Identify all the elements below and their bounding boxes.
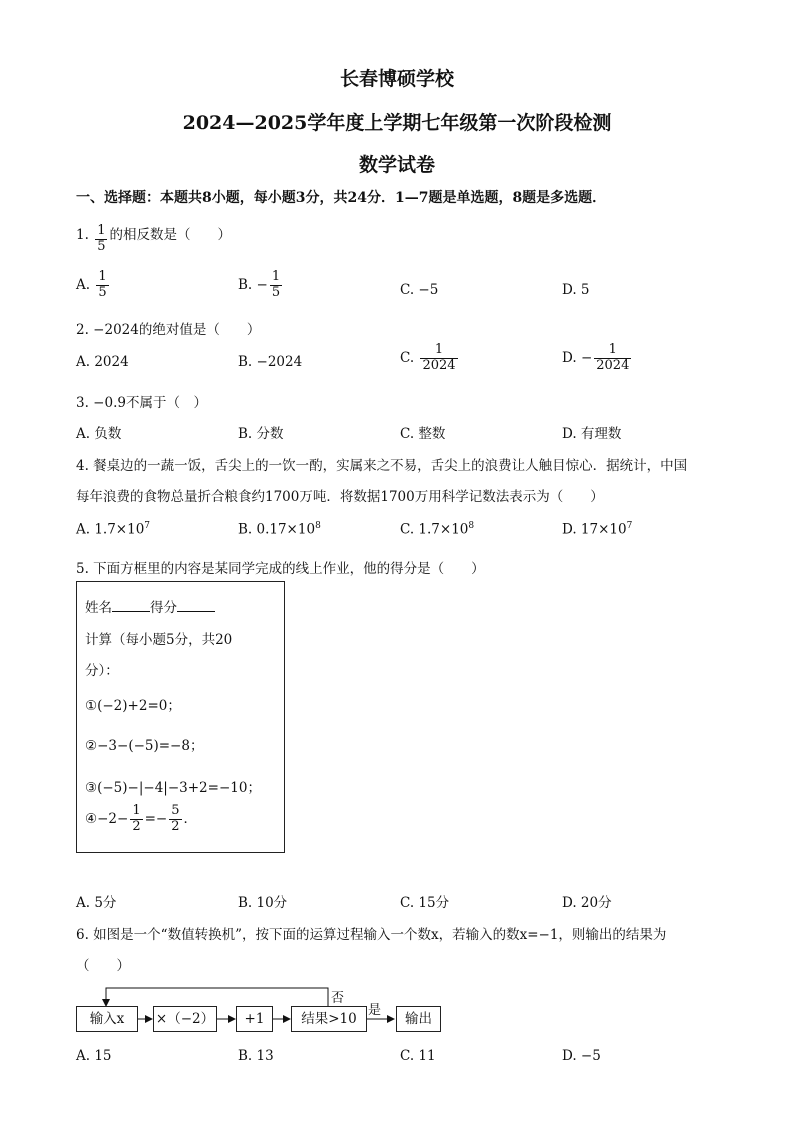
q4-a-base: A. 1.7×10 (76, 521, 145, 538)
q2-c-num: 1 (434, 342, 444, 357)
q2-option-b: B. −2024 (238, 354, 303, 370)
q3-option-a: A. 负数 (76, 426, 122, 442)
exam-title: 2024—2025学年度上学期七年级第一次阶段检测 (182, 112, 612, 134)
q2-d-den: 2024 (596, 357, 630, 373)
flow-no-label: 否 (331, 991, 345, 1006)
q3-option-b: B. 分数 (238, 426, 284, 442)
homework-calc-line-2: 分）： (85, 663, 119, 679)
expr4-den-2: 2 (171, 818, 180, 834)
q2-c-den: 2024 (422, 357, 456, 373)
question-5: 5. 下面方框里的内容是某同学完成的线上作业，他的得分是（ ） (76, 561, 485, 577)
q4-d-base: D. 17×10 (562, 521, 627, 538)
q1-a-num: 1 (98, 269, 107, 284)
homework-box (76, 581, 285, 853)
q1-option-c: C. −5 (400, 282, 439, 298)
q4-c-exp: 8 (468, 521, 475, 531)
homework-score-label: 得分 (150, 600, 177, 616)
q2-option-c-fraction (420, 343, 457, 374)
q1-frac-num: 1 (97, 223, 106, 239)
q5-option-a: A. 5分 (76, 895, 117, 911)
q4-option-b (238, 521, 321, 538)
question-6-line-2: （ ） (76, 958, 130, 974)
expr4-prefix: ④−2− (85, 810, 129, 827)
q1-frac-den: 5 (97, 239, 106, 255)
homework-expr-3: ③(−5)−|−4|−3+2=−10； (85, 780, 261, 796)
q2-option-c (400, 343, 460, 374)
question-1 (76, 215, 231, 255)
expr4-suffix: ． (183, 810, 198, 827)
homework-name-label: 姓名 (85, 600, 112, 616)
q5-option-b: B. 10分 (238, 895, 288, 911)
q5-option-d: D. 20分 (562, 895, 612, 911)
q4-d-exp: 7 (626, 521, 633, 531)
q6-option-c: C. 11 (400, 1048, 436, 1064)
q1-option-d: D. 5 (562, 282, 590, 298)
expr4-den-1: 2 (132, 818, 141, 834)
expr4-equals: =− (144, 810, 168, 827)
arrow-loop-back (106, 988, 328, 1007)
flow-add-box: +1 (236, 1006, 273, 1032)
q1-option-b-fraction (270, 270, 282, 301)
section-heading: 一、选择题：本题共8小题，每小题3分，共24分．1—7题是单选题，8题是多选题． (76, 190, 607, 206)
q2-option-d-label: D. (562, 349, 577, 366)
q1-fraction (95, 224, 107, 255)
q6-option-a: A. 15 (76, 1048, 112, 1064)
q2-option-c-label: C. (400, 349, 415, 366)
q5-option-c: C. 15分 (400, 895, 450, 911)
homework-name-row (85, 596, 215, 616)
homework-expr-2: ②−3−(−5)=−8； (85, 738, 204, 754)
q2-option-d-fraction (594, 343, 631, 374)
q2-option-d (562, 343, 633, 374)
flow-multiply-box: ×（−2） (153, 1006, 217, 1032)
homework-expr-1: ①(−2)+2=0； (85, 698, 181, 714)
subject-title: 数学试卷 (358, 154, 435, 176)
q6-option-d: D. −5 (562, 1048, 601, 1064)
q2-option-a: A. 2024 (76, 354, 129, 370)
expr4-num-2: 5 (171, 803, 180, 818)
q6-option-b: B. 13 (238, 1048, 274, 1064)
flow-yes-label: 是 (368, 1003, 382, 1018)
q4-option-a (76, 521, 150, 538)
question-2: 2. −2024的绝对值是（ ） (76, 322, 261, 338)
question-3: 3. −0.9不属于（ ） (76, 395, 207, 411)
q1-option-a-label: A. (76, 276, 91, 293)
flow-condition-box: 结果>10 (291, 1006, 367, 1032)
q1-option-b (238, 270, 284, 301)
q1-b-num: 1 (271, 269, 281, 284)
q4-option-d (562, 521, 632, 538)
q4-b-exp: 8 (315, 521, 321, 531)
q1-option-a-fraction (96, 270, 108, 301)
school-title: 长春博硕学校 (339, 68, 454, 90)
q1-text: 的相反数是（ ） (109, 227, 231, 243)
q4-a-exp: 7 (144, 521, 151, 531)
q3-option-d: D. 有理数 (562, 426, 622, 442)
homework-expr-4 (85, 804, 197, 835)
expr4-frac-1 (130, 804, 142, 835)
flow-output-box: 输出 (396, 1006, 441, 1032)
q1-b-den: 5 (271, 284, 281, 300)
expr4-num-1: 1 (132, 803, 141, 818)
q4-c-base: C. 1.7×10 (400, 521, 469, 538)
q2-d-num: 1 (608, 342, 617, 357)
question-4-line-1: 4. 餐桌边的一蔬一饭，舌尖上的一饮一酌，实属来之不易，舌尖上的浪费让人触目惊心．据统计，中国 (76, 458, 688, 474)
flow-input-box: 输入x (76, 1006, 138, 1032)
score-blank (177, 597, 215, 612)
q1-number: 1. (76, 227, 89, 243)
q2-option-d-sign: − (580, 349, 593, 366)
homework-calc-line-1: 计算（每小题5分，共20 (85, 632, 233, 648)
q3-option-c: C. 整数 (400, 426, 446, 442)
q1-option-b-label: B. (238, 276, 253, 293)
name-blank (112, 597, 150, 612)
q4-option-c (400, 521, 474, 538)
expr4-frac-2 (169, 804, 181, 835)
q4-b-base: B. 0.17×10 (238, 521, 316, 538)
q1-a-den: 5 (98, 284, 107, 300)
question-6-line-1: 6. 如图是一个“数值转换机”，按下面的运算过程输入一个数x，若输入的数x=−1，则输出的结果为 (76, 927, 667, 943)
question-4-line-2: 每年浪费的食物总量折合粮食约1700万吨．将数据1700万用科学记数法表示为（ ） (76, 489, 604, 505)
q1-option-b-sign: − (256, 276, 268, 293)
q1-option-a (76, 270, 111, 301)
